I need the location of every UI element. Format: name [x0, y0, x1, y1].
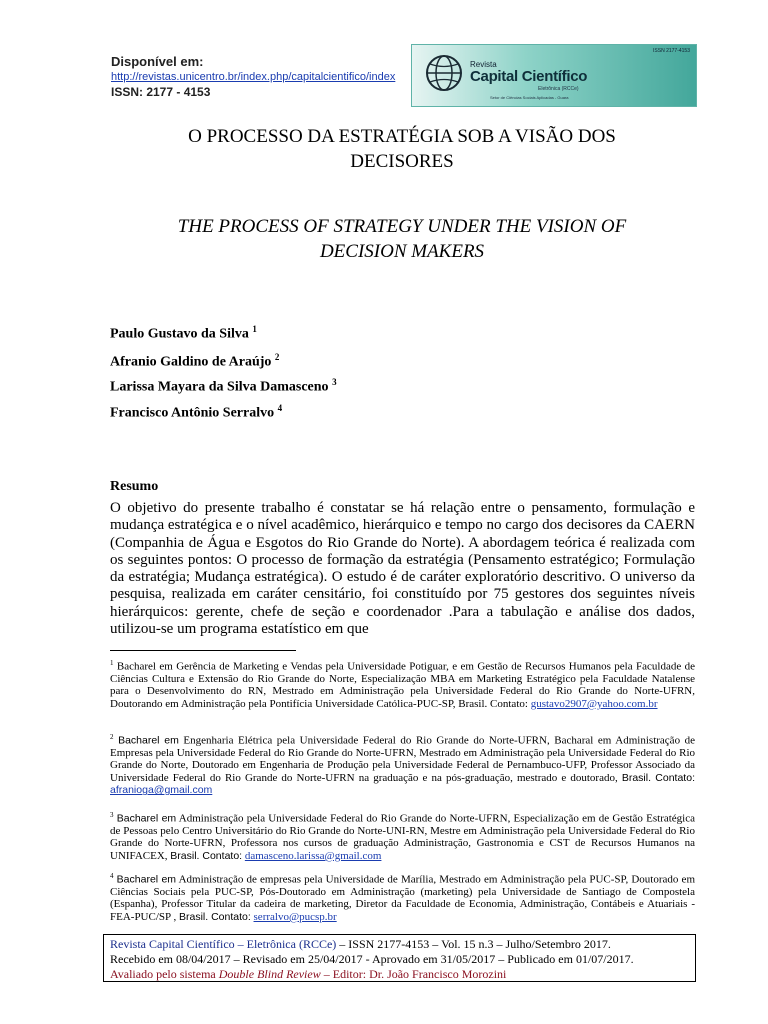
footnote-contact-label: Brasil. Contato: — [178, 910, 251, 923]
footnote-1 — [110, 657, 695, 710]
footnote-text: Administração de empresas pela Universidade de Marília, Mestrado em Administração pela PUC-SP, Doutorado em Ciências Sociais pela PUC-SP, Pós-Doutorado em Administração (marketing) pela Universidade de Santiago de Compostela (Espanha), Professor Titular da cadeira de marketing, Diretor da Faculdade de Economia, Administração, Contábeis e Atuariais - FEA-PUC/SP , — [110, 873, 695, 923]
footer-dates: Recebido em 08/04/2017 – Revisado em 25/04/2017 - Aprovado em 31/05/2017 – Publicado em 01/07/2017. — [110, 952, 634, 966]
banner-availability — [103, 44, 413, 107]
review-prefix: Avaliado pelo sistema — [110, 967, 219, 981]
footer-line-1 — [110, 937, 689, 952]
journal-logo — [411, 44, 697, 107]
review-system: Double Blind Review — [218, 967, 321, 981]
logo-issn: ISSN 2177-4153 — [653, 48, 690, 54]
footnote-number: 1 — [110, 659, 114, 667]
author-2 — [110, 352, 279, 371]
footnote-text: Administração pela Universidade Federal do Rio Grande do Norte-UFRN, Especialização em de Gestão Estratégica de Pessoas pelo Centro Universitário do Rio Grande do Norte-UNI-RN, Mestre em Administração pela Universidade Federal do Rio Grande do Norte-UFRN, Professora nos cursos de graduação Administração, Gastronomia e CST de Recursos Humanos na UNIFACEX, — [110, 812, 696, 862]
footnote-prefix: Bacharel em — [118, 734, 179, 747]
author-name: Paulo Gustavo da Silva — [110, 326, 249, 342]
title-portuguese-line-2: DECISORES — [350, 151, 454, 172]
banner-issn: ISSN: 2177 - 4153 — [111, 85, 211, 99]
logo-subtitle: Eletrônica (RCCe) — [538, 86, 579, 92]
footnote-text: Bacharel em Gerência de Marketing e Vendas pela Universidade Potiguar, e em Gestão de Recursos Humanos pela Faculdade de Ciências Cultura e Extensão do Rio Grande do Norte, Especialização MBA em Marketing Estratégico pela Faculdade Natalense para o Desenvolvimento do RN, Mestrado em Administração pela Universidade Federal do Rio Grande do Norte-UFRN, Doutorando em Administração pela Pontifícia Universidade Católica-PUC-SP, Brasil. Contato: — [110, 660, 695, 710]
title-english-line-2: DECISION MAKERS — [319, 241, 485, 262]
author-name: Afranio Galdino de Araújo — [110, 354, 272, 370]
author-1 — [110, 324, 257, 343]
footnote-separator — [110, 650, 296, 651]
author-3 — [110, 377, 337, 396]
globe-icon — [424, 53, 464, 93]
footnote-4 — [110, 870, 695, 923]
footnote-3 — [110, 809, 695, 862]
available-at-label: Disponível em: — [111, 54, 204, 69]
title-portuguese-line-1: O PROCESSO DA ESTRATÉGIA SOB A VISÃO DOS — [188, 126, 616, 147]
author-footnote-ref[interactable]: 3 — [332, 377, 337, 387]
title-english-line-1: THE PROCESS OF STRATEGY UNDER THE VISION OF — [177, 216, 627, 237]
journal-url-link[interactable]: http://revistas.unicentro.br/index.php/capitalcientifico/index — [111, 71, 396, 83]
title-english — [110, 214, 694, 264]
footnote-prefix: Bacharel em — [116, 873, 177, 886]
footnote-2 — [110, 731, 695, 797]
logo-name: Capital Científico — [470, 68, 588, 85]
abstract-heading: Resumo — [110, 479, 159, 494]
issue-info: – ISSN 2177-4153 – Vol. 15 n.3 – Julho/Setembro 2017. — [336, 937, 611, 951]
footer-line-3 — [110, 967, 689, 982]
footnote-email-link[interactable]: afranioga@gmail.com — [110, 784, 213, 797]
author-4 — [110, 403, 282, 422]
title-portuguese — [110, 124, 694, 174]
footnote-email-link[interactable]: gustavo2907@yahoo.com.br — [530, 697, 658, 710]
author-name: Francisco Antônio Serralvo — [110, 405, 275, 421]
footnote-number: 3 — [110, 811, 114, 819]
abstract-body: O objetivo do presente trabalho é constatar se há relação entre o pensamento, formulação e mudança estratégica e o nível acadêmico, hierárquico e tempo no cargo dos decisores da CAERN (Companhia de Água e Esgotos do Rio Grande do Norte). A abordagem teórica é realizada com os seguintes pontos: O processo de formação da estratégia (Pensamento estratégico; Formulação da estratégia; Mudança estratégica). O estudo é de caráter exploratório descritivo. O universo da pesquisa, realizada em caráter censitário, foi constituído por 75 gestores dos seguintes níveis hierárquicos: gerente, chefe de seção e coordenador .Para a tabulação e análise dos dados, utilizou-se um programa estatístico em que — [110, 500, 695, 638]
logo-revista: Revista — [470, 60, 497, 69]
footnote-email-link[interactable]: serralvo@pucsp.br — [253, 910, 337, 923]
author-footnote-ref[interactable]: 4 — [277, 403, 283, 413]
footnote-prefix: Bacharel em — [116, 812, 177, 825]
footnote-number: 2 — [110, 733, 114, 741]
logo-sector: Setor de Ciências Sociais Aplicadas - Guara — [490, 95, 569, 100]
footnote-email-link[interactable]: damasceno.larissa@gmail.com — [244, 849, 382, 862]
journal-banner — [103, 44, 697, 107]
journal-name: Revista Capital Científico – Eletrônica (RCCe) — [110, 937, 337, 951]
footnote-text: Engenharia Elétrica pela Universidade Federal do Rio Grande do Norte-UFRN, Bacharal em Administração de Empresas pela Universidade Federal do Rio Grande do Norte-UFRN, Mestrado em Administração pela Universidade Federal do Rio Grande do Norte, Doutorado em Engenharia de Produção pela Universidade Federal de Pernambuco-UFP, Professor Associado da Universidade Federal do Rio Grande do Norte-UFRN na graduação e na pós-graduação, mestrado e doutorado, — [110, 734, 696, 784]
footnote-contact-label: Brasil. Contato: — [170, 849, 243, 862]
publication-info-box — [103, 934, 696, 982]
editor-info: – Editor: Dr. João Francisco Morozini — [320, 967, 507, 981]
author-footnote-ref[interactable]: 2 — [274, 352, 280, 362]
footnote-number: 4 — [110, 872, 114, 880]
author-name: Larissa Mayara da Silva Damasceno — [110, 379, 329, 395]
author-footnote-ref[interactable]: 1 — [252, 324, 257, 334]
footnote-contact-label: Brasil. Contato: — [621, 771, 695, 784]
